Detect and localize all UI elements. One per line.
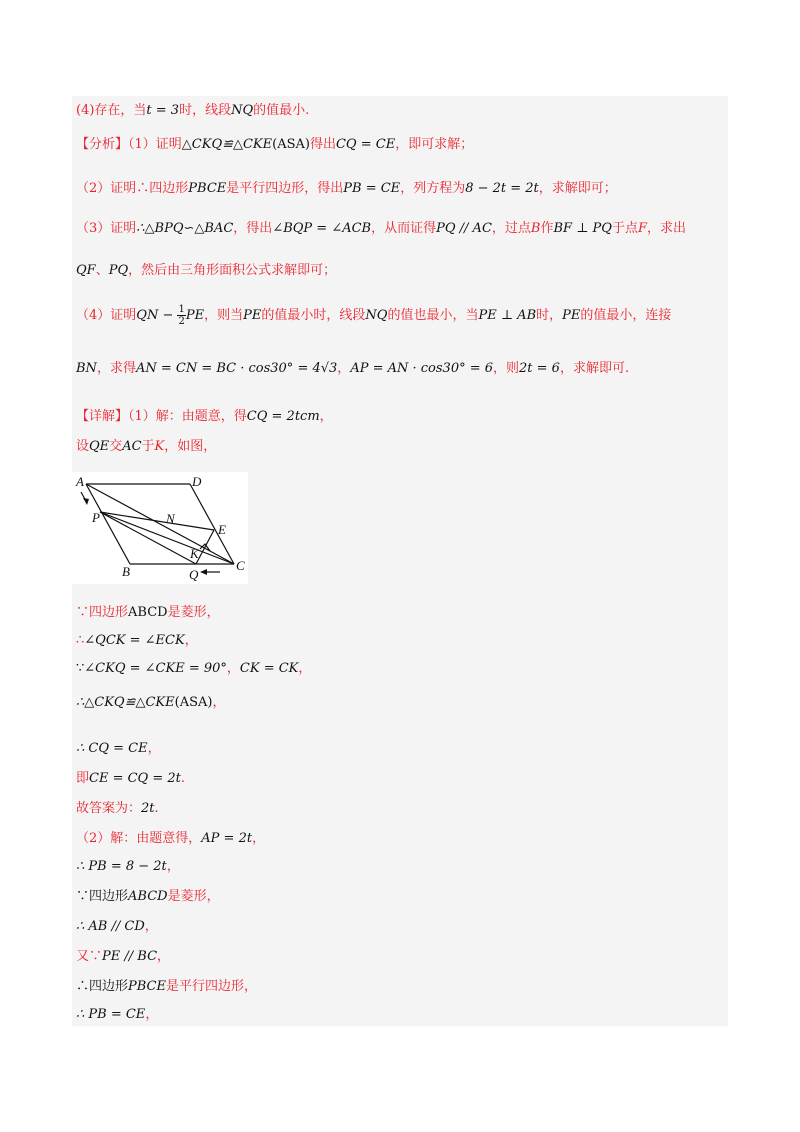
detail-line-1: 【详解】（1）解：由题意，得CQ = 2tcm，: [76, 409, 333, 424]
analysis-line-6: BN，求得AN = CN = BC · cos30° = 4√3，AP = AN · cos30° = 6，则2t = 6，求解即可.: [76, 361, 630, 376]
segment-QE: [196, 530, 214, 564]
label-E: E: [218, 522, 226, 537]
detail-line-4: ∴∠QCK = ∠ECK，: [76, 633, 198, 648]
detail-line-11: ∴ PB = 8 − 2t，: [76, 859, 180, 874]
label-K: K: [190, 546, 199, 561]
answer-line-4: (4)存在，当t = 3时，线段NQ的值最小.: [76, 103, 310, 118]
label-N: N: [166, 511, 175, 526]
rhombus-diagram: [72, 472, 248, 584]
detail-line-3: ∵四边形ABCD是菱形，: [76, 605, 220, 620]
detail-line-5: ∵∠CKQ = ∠CKE = 90°，CK = CK，: [76, 661, 312, 676]
analysis-line-3: （3）证明∴△BPQ∽△BAC，得出∠BQP = ∠ACB，从而证得PQ // AC，过点B作BF ⊥ PQ于点F，求出: [76, 221, 687, 236]
label-P: P: [92, 510, 100, 525]
analysis-line-1: 【分析】（1）证明△CKQ≌△CKE(ASA)得出CQ = CE，即可求解；: [76, 137, 474, 152]
detail-line-16: ∴ PB = CE，: [76, 1007, 159, 1022]
rhombus-figure: [72, 472, 248, 584]
label-D: D: [192, 474, 202, 489]
analysis-line-2: （2）证明∴四边形PBCE是平行四边形，得出PB = CE，列方程为8 − 2t = 2t，求解即可；: [76, 181, 617, 196]
detail-line-2: 设QE交AC于K，如图，: [76, 439, 217, 454]
detail-line-6: ∴△CKQ≌△CKE(ASA)，: [76, 695, 226, 710]
analysis-line-4: QF、PQ，然后由三角形面积公式求解即可；: [76, 263, 337, 278]
detail-line-10: （2）解：由题意得，AP = 2t，: [76, 831, 266, 846]
detail-line-8: 即CE = CQ = 2t.: [76, 771, 186, 786]
label-Q: Q: [189, 567, 199, 582]
detail-line-13: ∴ AB // CD，: [76, 919, 158, 934]
detail-line-15: ∴四边形PBCE是平行四边形，: [76, 979, 258, 994]
label-A: A: [76, 474, 84, 489]
detail-line-14: 又∵PE // BC，: [76, 949, 171, 964]
label-B: B: [122, 564, 130, 579]
arrow-head-A: [83, 498, 89, 505]
detail-line-9: 故答案为：2t.: [76, 801, 159, 816]
arrow-head-Q: [200, 569, 207, 575]
detail-line-7: ∴ CQ = CE，: [76, 741, 161, 756]
detail-line-12: ∵四边形ABCD是菱形，: [76, 889, 220, 904]
analysis-line-5: （4）证明QN − $\frac{1}{2}$ PE，则当PE的值最小时，线段NQ的值也最小，当PE ⊥ AB时，PE的值最小，连接: [76, 304, 672, 327]
label-C: C: [236, 558, 245, 573]
